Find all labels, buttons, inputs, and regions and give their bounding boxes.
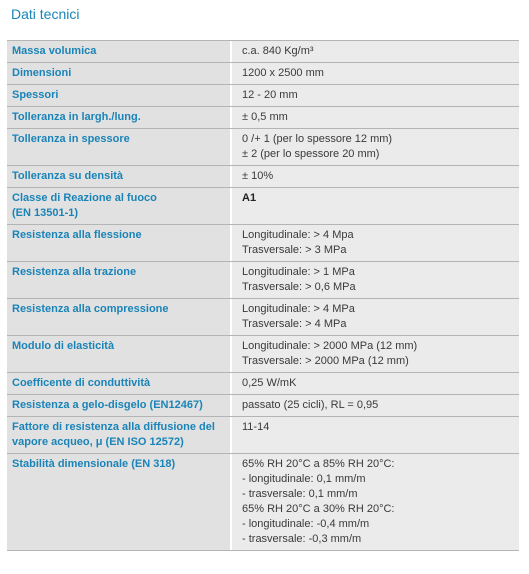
property-label-line: vapore acqueo, μ (EN ISO 12572): [12, 436, 184, 448]
property-value-line: ± 2 (per lo spessore 20 mm): [242, 148, 380, 160]
property-label-line: Resistenza a gelo-disgelo (EN12467): [12, 399, 203, 411]
property-value-line: 65% RH 20°C a 30% RH 20°C:: [242, 503, 395, 515]
table-row: [7, 395, 519, 417]
property-value-line: - trasversale: 0,1 mm/m: [242, 488, 358, 500]
property-value-line: Trasversale: > 2000 MPa (12 mm): [242, 355, 409, 367]
property-value: [232, 107, 519, 128]
property-value-line: 0,25 W/mK: [242, 377, 297, 389]
property-value-line: Trasversale: > 4 MPa: [242, 318, 347, 330]
table-row: [7, 63, 519, 85]
property-label-line: Tolleranza su densità: [12, 170, 124, 182]
property-value: [232, 373, 519, 394]
property-value-line: Trasversale: > 0,6 MPa: [242, 281, 356, 293]
table-row: [7, 40, 519, 63]
table-row: [7, 188, 519, 225]
table-row: [7, 107, 519, 129]
property-value-line: - trasversale: -0,3 mm/m: [242, 533, 362, 545]
property-label: [7, 336, 232, 372]
property-value: [232, 166, 519, 187]
property-value-line: Longitudinale: > 2000 MPa (12 mm): [242, 340, 418, 352]
property-value-line: - longitudinale: 0,1 mm/m: [242, 473, 366, 485]
property-label: [7, 395, 232, 416]
property-value-line: A1: [242, 192, 257, 204]
technical-data-table: [7, 40, 519, 551]
property-value: [232, 85, 519, 106]
section-title: Dati tecnici: [11, 6, 80, 22]
property-label-line: (EN 13501-1): [12, 207, 79, 219]
property-label: [7, 417, 232, 453]
property-label: [7, 373, 232, 394]
property-label-line: Classe di Reazione al fuoco: [12, 192, 157, 204]
property-value-line: Trasversale: > 3 MPa: [242, 244, 347, 256]
property-value-line: 65% RH 20°C a 85% RH 20°C:: [242, 458, 395, 470]
property-value: [232, 225, 519, 261]
property-value-line: Longitudinale: > 4 Mpa: [242, 229, 354, 241]
property-label-line: Resistenza alla trazione: [12, 266, 137, 278]
property-label-line: Coefficente di conduttività: [12, 377, 151, 389]
table-row: [7, 262, 519, 299]
property-value-line: Longitudinale: > 4 MPa: [242, 303, 355, 315]
property-label-line: Tolleranza in largh./lung.: [12, 111, 141, 123]
table-row: [7, 299, 519, 336]
property-value: [232, 454, 519, 550]
property-value: [232, 188, 519, 224]
table-row: [7, 417, 519, 454]
property-value: [232, 41, 519, 62]
table-row: [7, 85, 519, 107]
property-value-line: passato (25 cicli), RL = 0,95: [242, 399, 379, 411]
property-value: [232, 417, 519, 453]
property-label-line: Spessori: [12, 89, 59, 101]
property-label: [7, 63, 232, 84]
property-value: [232, 262, 519, 298]
property-label-line: Dimensioni: [12, 67, 72, 79]
property-label: [7, 107, 232, 128]
property-value: [232, 63, 519, 84]
table-row: [7, 336, 519, 373]
property-label-line: Fattore di resistenza alla diffusione del: [12, 421, 215, 433]
property-value: [232, 129, 519, 165]
property-label: [7, 129, 232, 165]
property-value-line: c.a. 840 Kg/m³: [242, 45, 314, 57]
property-label: [7, 225, 232, 261]
table-row: [7, 225, 519, 262]
property-label-line: Stabilità dimensionale (EN 318): [12, 458, 176, 470]
property-label: [7, 166, 232, 187]
property-label-line: Modulo di elasticità: [12, 340, 115, 352]
property-value-line: - longitudinale: -0,4 mm/m: [242, 518, 370, 530]
property-label: [7, 188, 232, 224]
property-value-line: ± 0,5 mm: [242, 111, 288, 123]
property-label: [7, 299, 232, 335]
property-value-line: 0 /+ 1 (per lo spessore 12 mm): [242, 133, 393, 145]
property-label-line: Resistenza alla flessione: [12, 229, 142, 241]
property-value-line: ± 10%: [242, 170, 274, 182]
table-row: [7, 129, 519, 166]
property-label-line: Tolleranza in spessore: [12, 133, 130, 145]
property-value: [232, 299, 519, 335]
property-value-line: Longitudinale: > 1 MPa: [242, 266, 355, 278]
property-label: [7, 41, 232, 62]
property-value-line: 11-14: [242, 421, 270, 433]
table-row: [7, 454, 519, 551]
property-label-line: Massa volumica: [12, 45, 97, 57]
table-row: [7, 373, 519, 395]
property-label: [7, 454, 232, 550]
property-value-line: 1200 x 2500 mm: [242, 67, 324, 79]
property-label-line: Resistenza alla compressione: [12, 303, 169, 315]
property-label: [7, 85, 232, 106]
property-value: [232, 395, 519, 416]
property-value-line: 12 - 20 mm: [242, 89, 298, 101]
table-row: [7, 166, 519, 188]
property-label: [7, 262, 232, 298]
property-value: [232, 336, 519, 372]
